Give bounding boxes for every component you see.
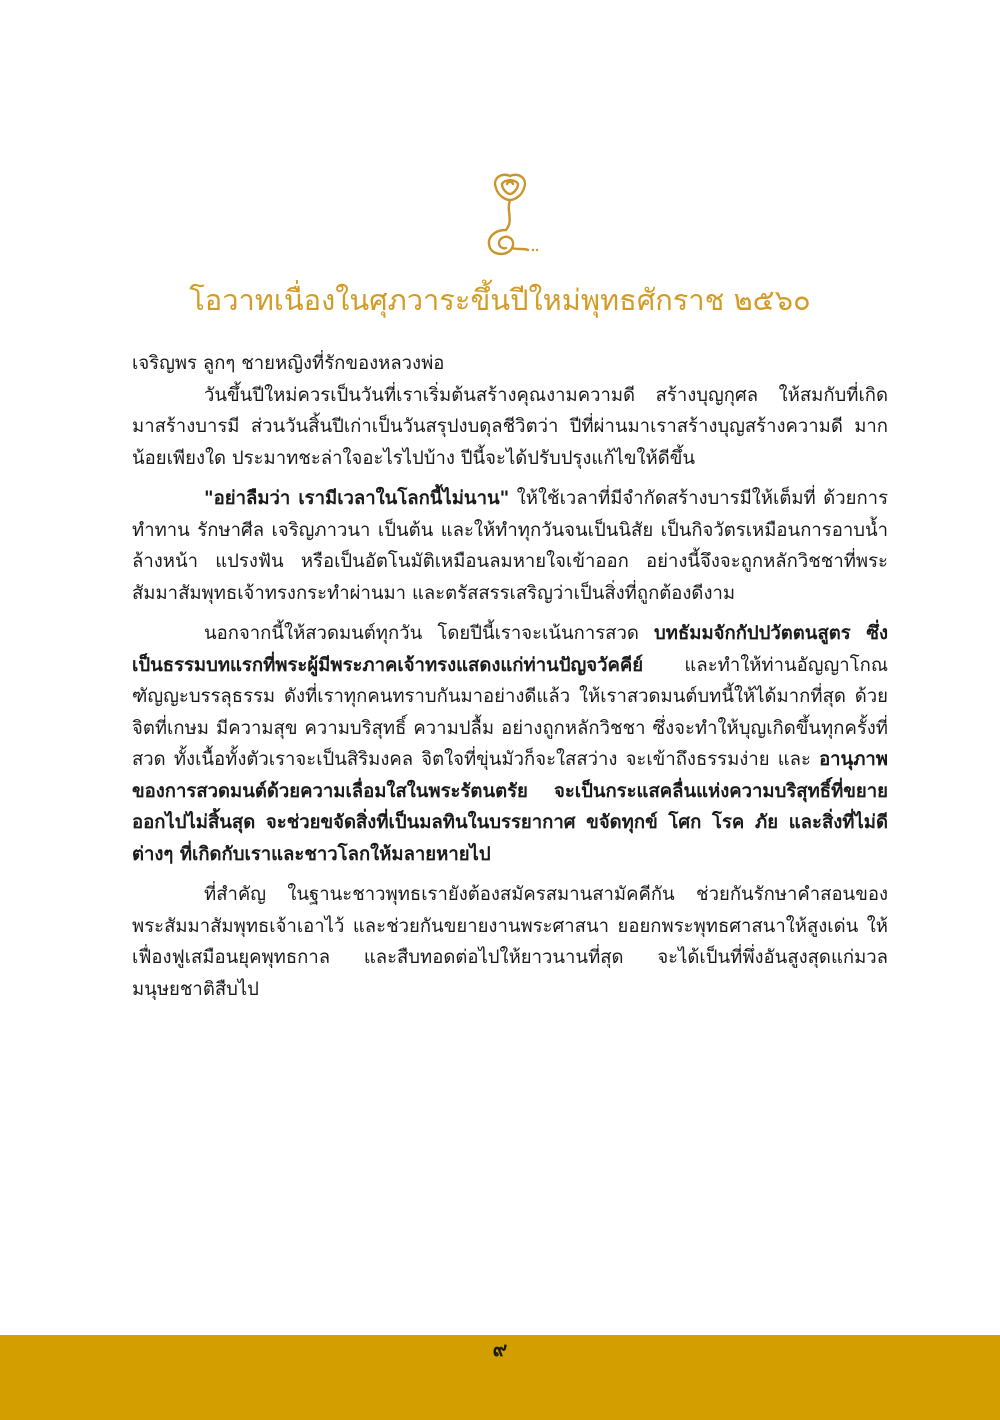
sermon-body: [132, 348, 888, 1005]
sutta-name-bold: บทธัมมจักกัปปวัตตนสูตร ซึ่งเป็นธรรมบทแรกที่พระผู้มีพระภาคเจ้าทรงแสดงแก่ท่านปัญจวัคคีย์: [132, 623, 889, 676]
paragraph-2: [132, 483, 888, 609]
paragraph-3-text-a: นอกจากนี้ให้สวดมนต์ทุกวัน โดยปีนี้เราจะเน้นการสวด: [204, 623, 655, 644]
paragraph-2-text: ให้ใช้เวลาที่มีจำกัดสร้างบารมีให้เต็มที่ ด้วยการทำทาน รักษาศีล เจริญภาวนา เป็นต้น และให้ทำทุกวันจนเป็นนิสัย เป็นกิจวัตรเหมือนการอาบน้ำ ล้างหน้า แปรงฟัน หรือเป็นอัตโนมัติเหมือนลมหายใจเข้าออก อย่างนี้จึงจะถูกหลักวิชชาที่พระสัมมาสัมพุทธเจ้าทรงกระทำผ่านมา และตรัสสรรเสริญว่าเป็นสิ่งที่ถูกต้องดีงาม: [132, 488, 889, 604]
paragraph-3: [132, 618, 888, 870]
lotus-emblem-icon: [470, 168, 550, 260]
paragraph-3-text-c: และทำให้ท่านอัญญาโกณฑัญญะบรรลุธรรม ดังที่เราทุกคนทราบกันมาอย่างดีแล้ว ให้เราสวดมนต์บทนี้ให้ได้มากที่สุด ด้วยจิตที่เกษม มีความสุข ความบริสุทธิ์ ความปลื้ม อย่างถูกหลักวิชชา ซึ่งจะทำให้บุญเกิดขึ้นทุกครั้งที่สวด ทั้งเนื้อทั้งตัวเราจะเป็นสิริมงคล จิตใจที่ขุ่นมัวก็จะใสสว่าง จะเข้าถึงธรรมง่าย และ: [132, 654, 888, 770]
chanting-power-bold: อานุภาพของการสวดมนต์ด้วยความเลื่อมใสในพระรัตนตรัย จะเป็นกระแสคลื่นแห่งความบริสุทธิ์ที่ขยายออกไปไม่สิ้นสุด จะช่วยขจัดสิ่งที่เป็นมลทินในบรรยากาศ ขจัดทุกข์ โศก โรค ภัย และสิ่งที่ไม่ดีต่างๆ ที่เกิดกับเราและชาวโลกให้มลายหายไป: [132, 749, 888, 865]
salutation: เจริญพร ลูกๆ ชายหญิงที่รักของหลวงพ่อ: [132, 353, 445, 374]
page-number: ๙: [492, 1337, 508, 1361]
paragraph-4: ที่สำคัญ ในฐานะชาวพุทธเรายังต้องสมัครสมานสามัคคีกัน ช่วยกันรักษาคำสอนของพระสัมมาสัมพุทธเจ้าเอาไว้ และช่วยกันขยายงานพระศาสนา ยอยกพระพุทธศาสนาให้สูงเด่น ให้เฟื่องฟูเสมือนยุคพุทธกาล และสืบทอดต่อไปให้ยาวนานที่สุด จะได้เป็นที่พึ่งอันสูงสุดแก่มวลมนุษยชาติสืบไป: [132, 884, 888, 1000]
paragraph-1: วันขึ้นปีใหม่ควรเป็นวันที่เราเริ่มต้นสร้างคุณงามความดี สร้างบุญกุศล ให้สมกับที่เกิดมาสร้างบารมี ส่วนวันสิ้นปีเก่าเป็นวันสรุปงบดุลชีวิตว่า ปีที่ผ่านมาเราสร้างบุญสร้างความดี มากน้อยเพียงใด ประมาทชะล่าใจอะไรไปบ้าง ปีนี้จะได้ปรับปรุงแก้ไขให้ดีขึ้น: [132, 384, 888, 469]
quote-bold: "อย่าลืมว่า เรามีเวลาในโลกนี้ไม่นาน": [204, 488, 510, 509]
page-title: โอวาทเนื่องในศุภวาระขึ้นปีใหม่พุทธศักราช ๒๕๖๐: [189, 283, 811, 317]
